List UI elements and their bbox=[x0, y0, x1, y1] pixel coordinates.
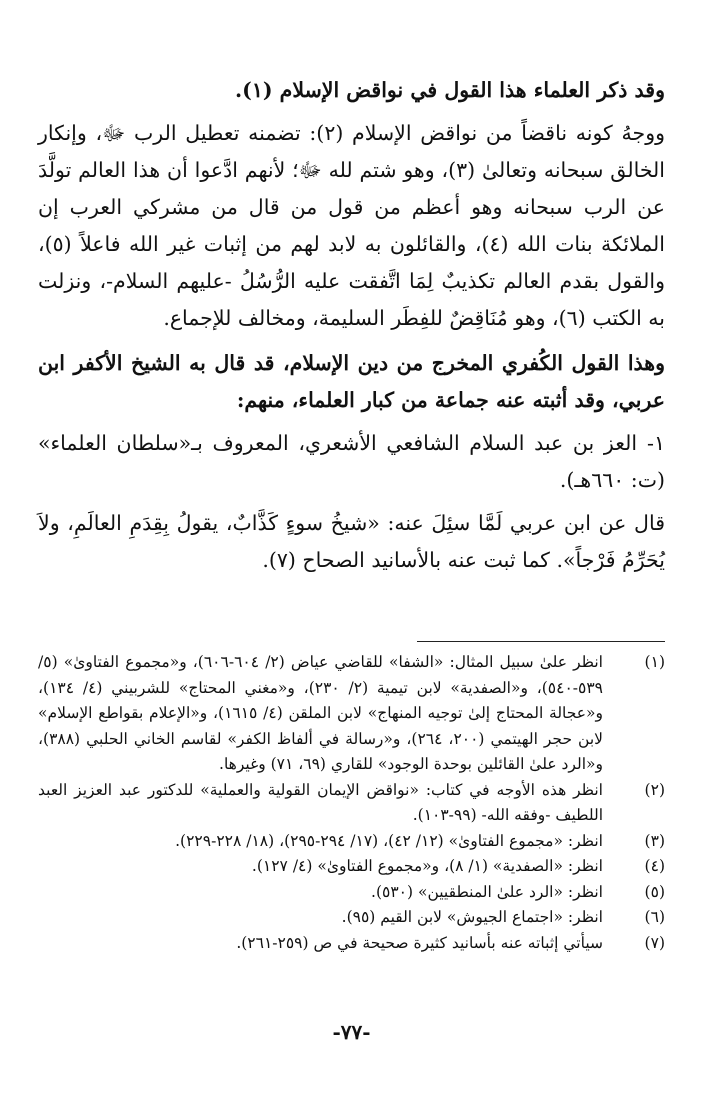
footnote bbox=[38, 905, 665, 931]
list-item-number: ١- bbox=[647, 431, 665, 455]
footnotes bbox=[38, 650, 665, 956]
footnote-number: (٧) bbox=[644, 933, 665, 952]
footnote-number: (٤) bbox=[644, 857, 665, 875]
footnote bbox=[38, 650, 665, 778]
list-item-1 bbox=[38, 425, 665, 499]
footnote-number: (٢) bbox=[644, 780, 665, 799]
footnote-text: انظر: «اجتماع الجيوش» لابن القيم (٩٥). bbox=[341, 908, 603, 926]
paragraph-1: وقد ذكر العلماء هذا القول في نواقض الإسلام (١). bbox=[234, 78, 665, 102]
footnote-number: (٣) bbox=[644, 831, 665, 850]
page-number: -٧٧- bbox=[332, 1020, 371, 1044]
footnote-number: (٥) bbox=[644, 882, 665, 901]
footnote bbox=[38, 931, 665, 957]
footnote-text: انظر علىٰ سبيل المثال: «الشفا» للقاضي عياض (٢/ ٦٠٤-٦٠٦)، و«مجموع الفتاوىٰ» (٥/ ٥٣٩-٥٤٠)، و«الصفدية» لابن تيمية (٢/ ٢٣٠)، و«مغني المحتاج» للشربيني (٤/ ١٣٤)، و«عجالة المحتاج إلىٰ توجيه المنهاج» لابن الملقن (٤/ ١٦١٥)، و«الإعلام بقواطع الإسلام» لابن حجر الهيتمي (٢٠٠، ٢٦٤)، و«رسالة في ألفاظ الكفر» لقاسم الخاني الحلبي (٣٨٨)، و«الرد علىٰ القائلين بوحدة الوجود» للقاري (٦٩، ٧١) وغيرها. bbox=[38, 653, 604, 773]
list-item-text: العز بن عبد السلام الشافعي الأشعري، المعروف بـ«سلطان العلماء» (ت: ٦٦٠هـ). bbox=[38, 431, 665, 492]
footnote bbox=[38, 778, 665, 829]
footnote-text: انظر: «الرد علىٰ المنطقيين» (٥٣٠). bbox=[371, 882, 603, 901]
footnote-separator bbox=[417, 641, 665, 642]
footnote-text: انظر: «الصفدية» (١/ ٨)، و«مجموع الفتاوىٰ» (٤/ ١٢٧). bbox=[251, 857, 603, 875]
paragraph-4: قال عن ابن عربي لَمَّا سئِلَ عنه: «شيخُ سوءٍ كَذَّابٌ، يقولُ بِقِدَمِ العالَمِ، ولاَ يُحَرِّمُ فَرْجاً». كما ثبت عنه بالأسانيد الصحاح (٧). bbox=[38, 511, 665, 572]
footnote-text: انظر هذه الأوجه في كتاب: «نواقض الإيمان القولية والعملية» للدكتور عبد العزيز العبد اللطيف -وفقه الله- (٩٩-١٠٣). bbox=[38, 780, 603, 824]
footnote bbox=[38, 829, 665, 855]
paragraph-2: ووجهُ كونه ناقضاً من نواقض الإسلام (٢): تضمنه تعطيل الرب ﷻ، وإنكار الخالق سبحانه وتعالىٰ (٣)، وهو شتم لله ﷻ؛ لأنهم ادَّعوا أن هذا العالم تولَّدَ عن الرب سبحانه وهو أعظم من قول من قال من مشركي العرب إن الملائكة بنات الله (٤)، والقائلون به لابد لهم من إثبات غير الله فاعلاً (٥)، والقول بقدم العالم تكذيبٌ لِمَا اتَّفقت عليه الرُّسُلُ -عليهم السلام-، ونزلت به الكتب (٦)، وهو مُنَاقِضٌ للفِطَر السليمة، ومخالف للإجماع. bbox=[38, 121, 666, 330]
footnote-number: (١) bbox=[644, 653, 665, 671]
footnote-text: انظر: «مجموع الفتاوىٰ» (١٢/ ٤٢)، (١٧/ ٢٩٤-٢٩٥)، (١٨/ ٢٢٨-٢٢٩). bbox=[175, 831, 603, 850]
footnote-number: (٦) bbox=[644, 908, 665, 926]
footnote bbox=[38, 880, 665, 906]
footnote bbox=[38, 854, 665, 880]
paragraph-3: وهذا القول الكُفري المخرج من دين الإسلام، قد قال به الشيخ الأكفر ابن عربي، وقد أثبته عنه جماعة من كبار العلماء، منهم: bbox=[38, 351, 665, 412]
footnote-text: سيأتي إثباته عنه بأسانيد كثيرة صحيحة في ص (٢٥٩-٢٦١). bbox=[236, 933, 603, 952]
